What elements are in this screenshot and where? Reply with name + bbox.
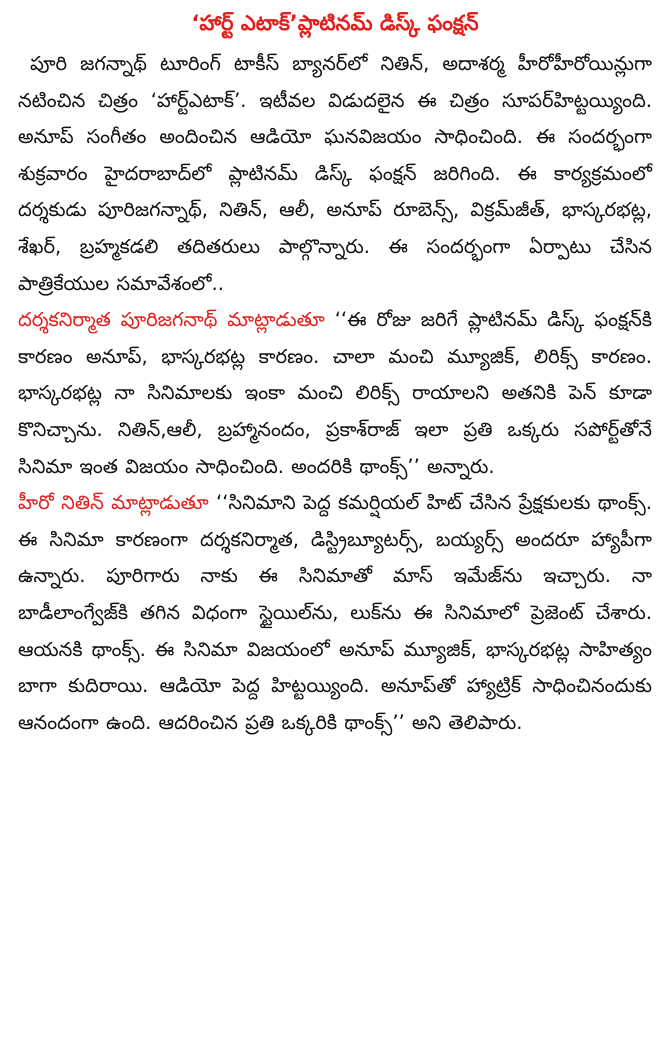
quote-paragraph-director xyxy=(18,302,652,485)
speaker-director: దర్శకనిర్మాత పూరిజగనాథ్ మాట్లాడుతూ xyxy=(18,308,325,332)
speaker-hero: హీరో నితిన్ మాట్లాడుతూ xyxy=(18,491,209,515)
quote-paragraph-hero xyxy=(18,485,652,741)
intro-paragraph: పూరి జగన్నాథ్ టూరింగ్ టాకీస్ బ్యానర్‌లో నితిన్, అదాశర్మ హీరోహీరోయిన్లుగా నటించిన చిత్రం ‘హార్ట్‌ఎటాక్’. ఇటీవల విడుదలైన ఈ చిత్రం సూపర్‌హిట్టయ్యింది. అనూప్ సంగీతం అందించిన ఆడియో ఘనవిజయం సాధించింది. ఈ సందర్భంగా శుక్రవారం హైదరాబాద్‌లో ప్లాటినమ్ డిస్క్ ఫంక్షన్ జరిగింది. ఈ కార్యక్రమంలో దర్శకుడు పూరిజగన్నాథ్, నితిన్, ఆలీ, అనూప్ రూబెన్స్, విక్రమ్‌జీత్, భాస్కరభట్ల, శేఖర్, బ్రహ్మకడలి తదితరులు పాల్గొన్నారు. ఈ సందర్భంగా ఏర్పాటు చేసిన పాత్రికేయుల సమావేశంలో.. xyxy=(18,52,652,295)
quote-text-hero: ‘‘సినిమాని పెద్ద కమర్షియల్ హిట్ చేసిన ప్రేక్షకులకు థాంక్స్. ఈ సినిమా కారణంగా దర్శకనిర్మాత, డిస్ట్రిబ్యూటర్స్, బయ్యర్స్ అందరూ హ్యాపీగా ఉన్నారు. పూరిగారు నాకు ఈ సినిమాతో మాస్ ఇమేజ్‌ను ఇచ్చారు. నా బాడీలాంగ్వేజ్‌కి తగిన విధంగా స్టైయిల్‌ను, లుక్‌ను ఈ సినిమాలో ప్రెజెంట్ చేశారు. ఆయనకి థాంక్స్. ఈ సినిమా విజయంలో అనూప్ మ్యూజిక్, భాస్కరభట్ల సాహిత్యం బాగా కుదిరాయి. ఆడియో పెద్ద హిట్టయ్యింది. అనూప్‌తో హ్యాట్రిక్ సాధించినందుకు ఆనందంగా ఉంది. ఆదరించిన ప్రతి ఒక్కరికి థాంక్స్’’ అని తెలిపారు. xyxy=(18,491,652,734)
quote-text-director: ‘‘ఈ రోజు జరిగే ప్లాటినమ్ డిస్క్ ఫంక్షన్‌కి కారణం అనూప్, భాస్కరభట్ల కారణం. చాలా మంచి మ్యూజిక్, లిరిక్స్ కారణం. భాస్కరభట్ల నా సినిమాలకు ఇంకా మంచి లిరిక్స్ రాయాలని అతనికి పెన్ కూడా కొనిచ్చాను. నితిన్,ఆలీ, బ్రహ్మానందం, ప్రకాశ్‌రాజ్ ఇలా ప్రతి ఒక్కరు సపోర్ట్‌తోనే సినిమా ఇంత విజయం సాధించింది. అందరికి థాంక్స్’’ అన్నారు. xyxy=(18,308,653,478)
article-title: ‘హార్ట్ ఎటాక్’ప్లాటినమ్ డిస్క్ ఫంక్షన్ xyxy=(191,11,479,35)
